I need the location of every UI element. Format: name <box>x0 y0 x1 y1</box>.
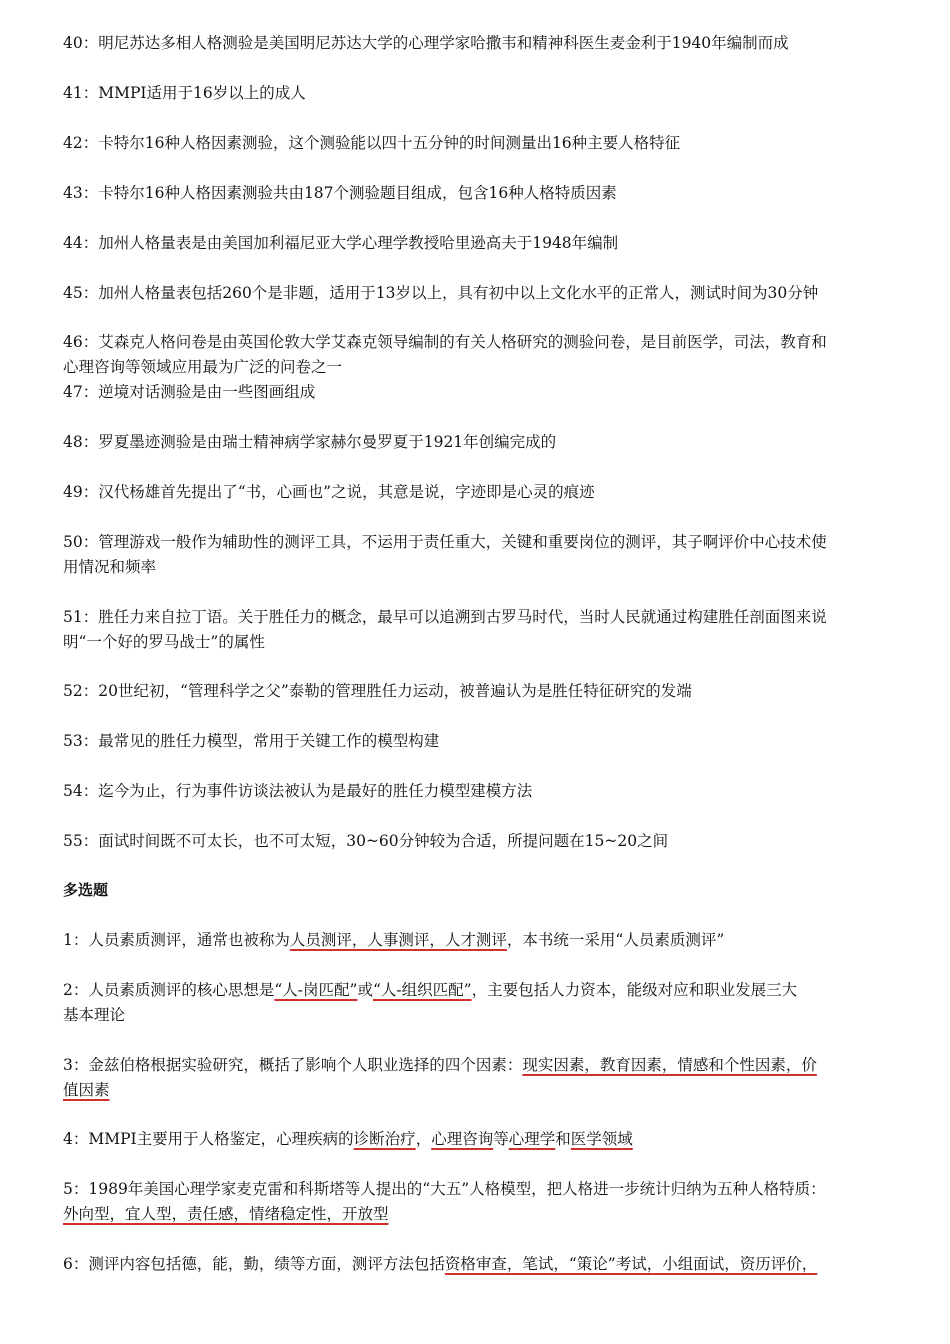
underlined-answer: 诊断治疗 <box>353 1130 416 1148</box>
text-run: 2：人员素质测评的核心思想是 <box>63 981 275 999</box>
item-46-line1: 46：艾森克人格问卷是由英国伦敦大学艾森克领导编制的有关人格研究的测验问卷，是目前医学，司法，教育和 <box>63 333 827 351</box>
item-55: 55：面试时间既不可太长，也不可太短，30~60分钟较为合适，所提问题在15~20之间 <box>63 832 669 850</box>
item-52: 52：20世纪初，“管理科学之父”泰勒的管理胜任力运动，被普遍认为是胜任特征研究的发端 <box>63 682 692 700</box>
mc-item-4 <box>63 1127 893 1152</box>
item-48: 48：罗夏墨迹测验是由瑞士精神病学家赫尔曼罗夏于1921年创编完成的 <box>63 433 557 451</box>
underlined-answer: “人-组织匹配” <box>372 981 472 999</box>
item-43: 43：卡特尔16种人格因素测验共由187个测验题目组成，包含16种人格特质因素 <box>63 184 617 202</box>
text-run: 或 <box>357 981 373 999</box>
mc-item-6 <box>63 1252 893 1277</box>
item-41: 41：MMPI适用于16岁以上的成人 <box>63 84 306 102</box>
item-51-line1: 51：胜任力来自拉丁语。关于胜任力的概念，最早可以追溯到古罗马时代，当时人民就通过构建胜任剖面图来说 <box>63 608 827 626</box>
mc-item-5-line1: 5：1989年美国心理学家麦克雷和科斯塔等人提出的“大五”人格模型，把人格进一步统计归纳为五种人格特质： <box>63 1180 826 1198</box>
item-44: 44：加州人格量表是由美国加利福尼亚大学心理学教授哈里逊高夫于1948年编制 <box>63 234 619 252</box>
text-run: ， <box>415 1130 432 1148</box>
item-46-line2: 心理咨询等领域应用最为广泛的问卷之一 <box>63 358 343 376</box>
text-run: 等 <box>493 1130 509 1148</box>
item-40: 40：明尼苏达多相人格测验是美国明尼苏达大学的心理学家哈撒韦和精神科医生麦金利于1940年编制而成 <box>63 34 789 52</box>
underlined-answer: 心理学 <box>508 1130 556 1148</box>
mc-item-1 <box>63 928 893 953</box>
underlined-answer: 心理咨询 <box>431 1130 494 1148</box>
mc-item-2-line2: 基本理论 <box>63 1006 126 1024</box>
underlined-answer: 值因素 <box>63 1081 110 1099</box>
underlined-answer: 医学领域 <box>570 1130 633 1148</box>
item-53: 53：最常见的胜任力模型，常用于关键工作的模型构建 <box>63 732 440 750</box>
text-run: 3：金兹伯格根据实验研究，概括了影响个人职业选择的四个因素： <box>63 1056 523 1074</box>
underlined-answer: 外向型，宜人型，责任感，情绪稳定性，开放型 <box>63 1205 389 1223</box>
text-run: ，本书统一采用“人员素质测评” <box>506 931 725 949</box>
mc-item-5-line2 <box>63 1202 893 1227</box>
item-47: 47：逆境对话测验是由一些图画组成 <box>63 383 316 401</box>
mc-item-3-line1 <box>63 1053 893 1078</box>
item-50-line2: 用情况和频率 <box>63 558 157 576</box>
item-42: 42：卡特尔16种人格因素测验，这个测验能以四十五分钟的时间测量出16种主要人格特征 <box>63 134 681 152</box>
section-title-multiple-choice: 多选题 <box>63 881 109 899</box>
underlined-answer: “人-岗匹配” <box>274 981 358 999</box>
text-run: ，主要包括人力资本，能级对应和职业发展三大 <box>471 981 798 999</box>
underlined-answer: 现实因素，教育因素，情感和个性因素，价 <box>522 1056 817 1074</box>
mc-item-2-line1 <box>63 978 893 1003</box>
text-run: 和 <box>555 1130 571 1148</box>
item-49: 49：汉代杨雄首先提出了“书，心画也”之说，其意是说，字迹即是心灵的痕迹 <box>63 483 595 501</box>
item-54: 54：迄今为止，行为事件访谈法被认为是最好的胜任力模型建模方法 <box>63 782 533 800</box>
mc-item-3-line2 <box>63 1078 893 1103</box>
underlined-answer: 人员测评，人事测评，人才测评 <box>289 931 507 949</box>
text-run: 1：人员素质测评，通常也被称为 <box>63 931 290 949</box>
item-50-line1: 50：管理游戏一般作为辅助性的测评工具，不运用于责任重大，关键和重要岗位的测评，其子啊评价中心技术使 <box>63 533 827 551</box>
text-run: 4：MMPI主要用于人格鉴定，心理疾病的 <box>63 1130 354 1148</box>
item-45: 45：加州人格量表包括260个是非题，适用于13岁以上，具有初中以上文化水平的正常人，测试时间为30分钟 <box>63 284 819 302</box>
text-run: 6：测评内容包括德，能，勤，绩等方面，测评方法包括 <box>63 1255 445 1273</box>
underlined-answer: 资格审查，笔试，“策论”考试，小组面试，资历评价， <box>444 1255 818 1273</box>
item-51-line2: 明“一个好的罗马战士”的属性 <box>63 633 265 651</box>
